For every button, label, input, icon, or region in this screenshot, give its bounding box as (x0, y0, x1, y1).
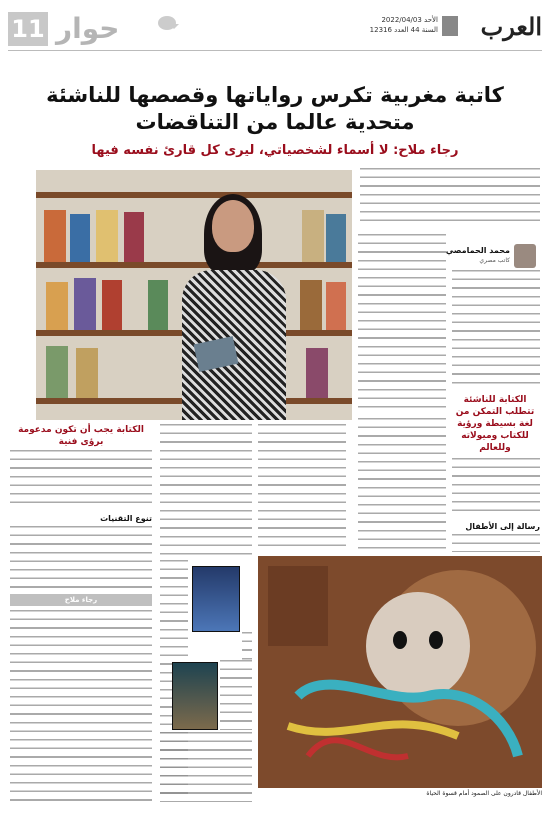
article-column (452, 534, 540, 552)
book-cover (44, 210, 66, 262)
book-cover (326, 214, 346, 262)
book-cover (46, 282, 68, 330)
book-cover (76, 348, 98, 398)
article-column (220, 660, 252, 730)
book-cover (306, 348, 328, 398)
newspaper-logo: العرب (480, 12, 542, 41)
article-title (10, 82, 540, 136)
article-column (10, 450, 152, 510)
title-line-2: متحدية عالما من التناقضات (135, 110, 415, 134)
book-cover (96, 210, 118, 262)
article-subtitle: رجاء ملاح: لا أسماء لشخصياتي، ليرى كل قارئ نفسه فيها (91, 143, 459, 158)
book-cover-image (172, 662, 218, 730)
book-cover (102, 280, 122, 330)
photo-caption: الأطفال قادرون على الصمود أمام قسوة الحياة (426, 790, 542, 797)
book-cover (124, 212, 144, 262)
page-number: 11 (8, 12, 48, 46)
article-column (258, 424, 346, 552)
painting-artwork (258, 556, 542, 788)
pull-quote: الكتابة يجب أن تكون مدعومة برؤى فنية (18, 425, 144, 447)
byline-role: كاتب مصري (479, 257, 510, 264)
issue-line: السنة 44 العدد 12316 (369, 26, 438, 34)
speech-bubble-icon (158, 16, 176, 30)
article-column (358, 234, 446, 414)
issue-meta (370, 15, 438, 35)
book-cover (70, 214, 90, 262)
book-cover-image (192, 566, 240, 632)
byline-name: محمد الحمامصي (445, 246, 510, 255)
section-name: حوار (56, 12, 120, 45)
date-line: الأحد 2022/04/03 (381, 16, 438, 24)
title-line-1: كاتبة مغربية تكرس رواياتها وقصصها للناشئة (46, 83, 504, 107)
article-column (358, 418, 446, 552)
book-cover (46, 346, 68, 398)
author-figure (174, 190, 294, 420)
subheading: رسالة إلى الأطفال (465, 522, 540, 531)
author-photo (36, 170, 352, 420)
section-bar: رجاء ملاح (10, 594, 152, 606)
article-column (242, 632, 252, 662)
article-column (160, 424, 252, 560)
book-cover (74, 278, 96, 330)
logo-mark-icon (442, 16, 458, 36)
article-column (10, 610, 152, 802)
pull-quote: الكتابة للناشئة تتطلب التمكن من لغة بسيطة ورؤية للكتاب وميولاته وللعالم (455, 395, 535, 453)
lead-paragraph (360, 168, 540, 228)
painting-image (258, 556, 542, 788)
page-header (8, 6, 542, 51)
book-cover (326, 282, 346, 330)
book-cover (300, 280, 322, 330)
article-column (10, 526, 152, 592)
subheading: تنوع التقنيات (100, 514, 152, 523)
book-cover (302, 210, 324, 262)
book-cover (148, 280, 168, 330)
article-column (452, 458, 540, 518)
avatar (514, 244, 536, 268)
article-column (452, 270, 540, 390)
article-column (160, 732, 252, 802)
